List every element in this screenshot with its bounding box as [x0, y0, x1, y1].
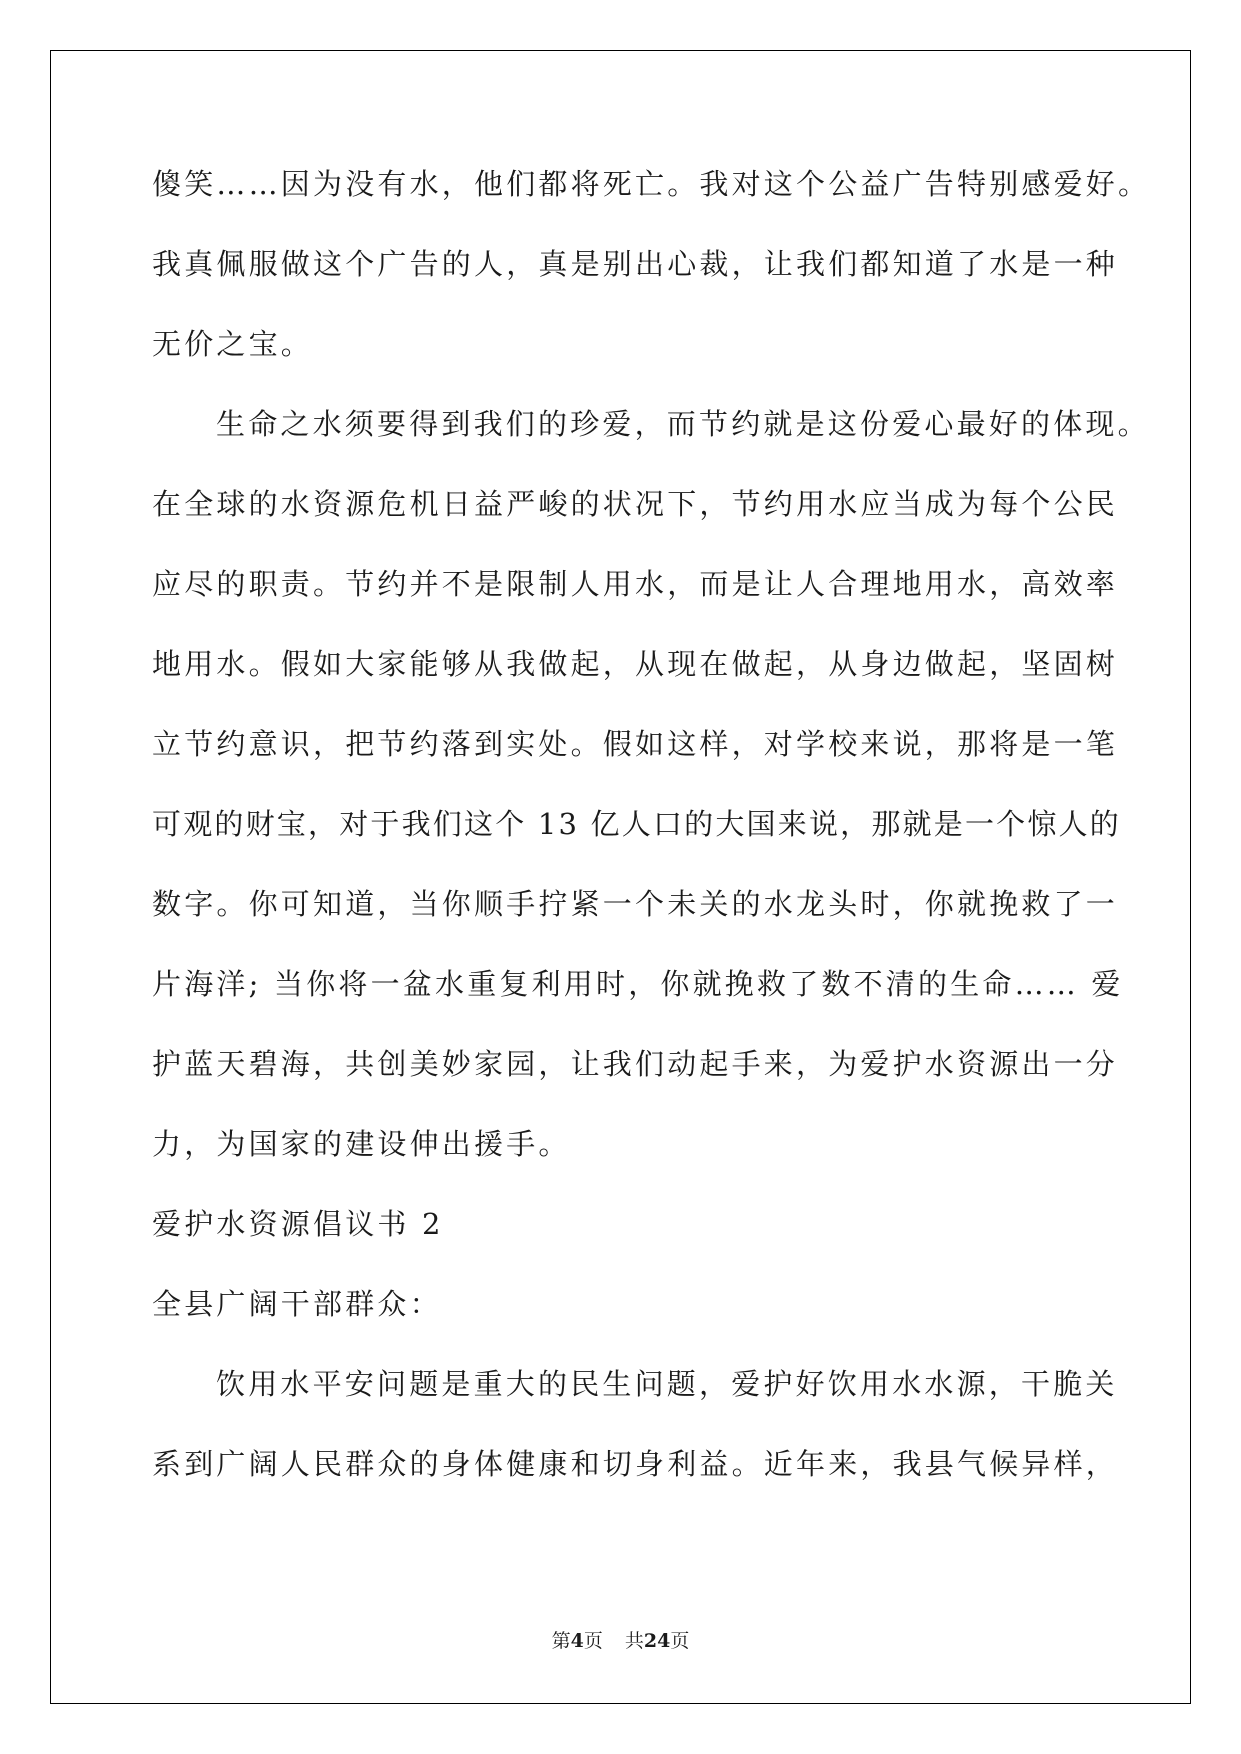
text-line: 无价之宝。: [152, 327, 314, 361]
total-prefix: 共: [624, 1630, 644, 1652]
text-line: 立节约意识，把节约落到实处。假如这样，对学校来说，那将是一笔: [152, 727, 1119, 761]
page-prefix: 第: [551, 1630, 571, 1652]
page-footer: [0, 1626, 1241, 1653]
document-body: [152, 159, 1151, 1519]
text-line: 地用水。假如大家能够从我做起，从现在做起，从身边做起，坚固树: [152, 647, 1119, 681]
total-suffix: 页: [670, 1630, 690, 1652]
paragraph-start-line: 生命之水须要得到我们的珍爱，而节约就是这份爱心最好的体现。: [216, 407, 1150, 441]
text-line: 片海洋; 当你将一盆水重复利用时，你就挽救了数不清的生命…… 爱: [152, 967, 1124, 1001]
total-pages: 24: [643, 1630, 671, 1652]
paragraph-start-line: 饮用水平安问题是重大的民生问题，爱护好饮用水水源，干脆关: [216, 1367, 1118, 1401]
salutation: 全县广阔干部群众：: [152, 1287, 442, 1321]
text-line: 应尽的职责。节约并不是限制人用水，而是让人合理地用水，高效率: [152, 567, 1119, 601]
text-line: 数字。你可知道，当你顺手拧紧一个未关的水龙头时，你就挽救了一: [152, 887, 1119, 921]
text-line: 系到广阔人民群众的身体健康和切身利益。近年来，我县气候异样，: [152, 1447, 1119, 1481]
section-title: 爱护水资源倡议书 2: [152, 1207, 444, 1241]
text-line: 我真佩服做这个广告的人，真是别出心裁，让我们都知道了水是一种: [152, 247, 1119, 281]
text-line: 傻笑……因为没有水，他们都将死亡。我对这个公益广告特别感爱好。: [152, 167, 1151, 201]
text-line: 在全球的水资源危机日益严峻的状况下，节约用水应当成为每个公民: [152, 487, 1119, 521]
text-line: 力，为国家的建设伸出援手。: [152, 1127, 571, 1161]
page-number: 4: [570, 1630, 584, 1652]
text-line: 护蓝天碧海，共创美妙家园，让我们动起手来，为爱护水资源出一分: [152, 1047, 1119, 1081]
text-line: 可观的财宝，对于我们这个 13 亿人口的大国来说，那就是一个惊人的: [152, 807, 1121, 841]
page-suffix: 页: [583, 1630, 603, 1652]
